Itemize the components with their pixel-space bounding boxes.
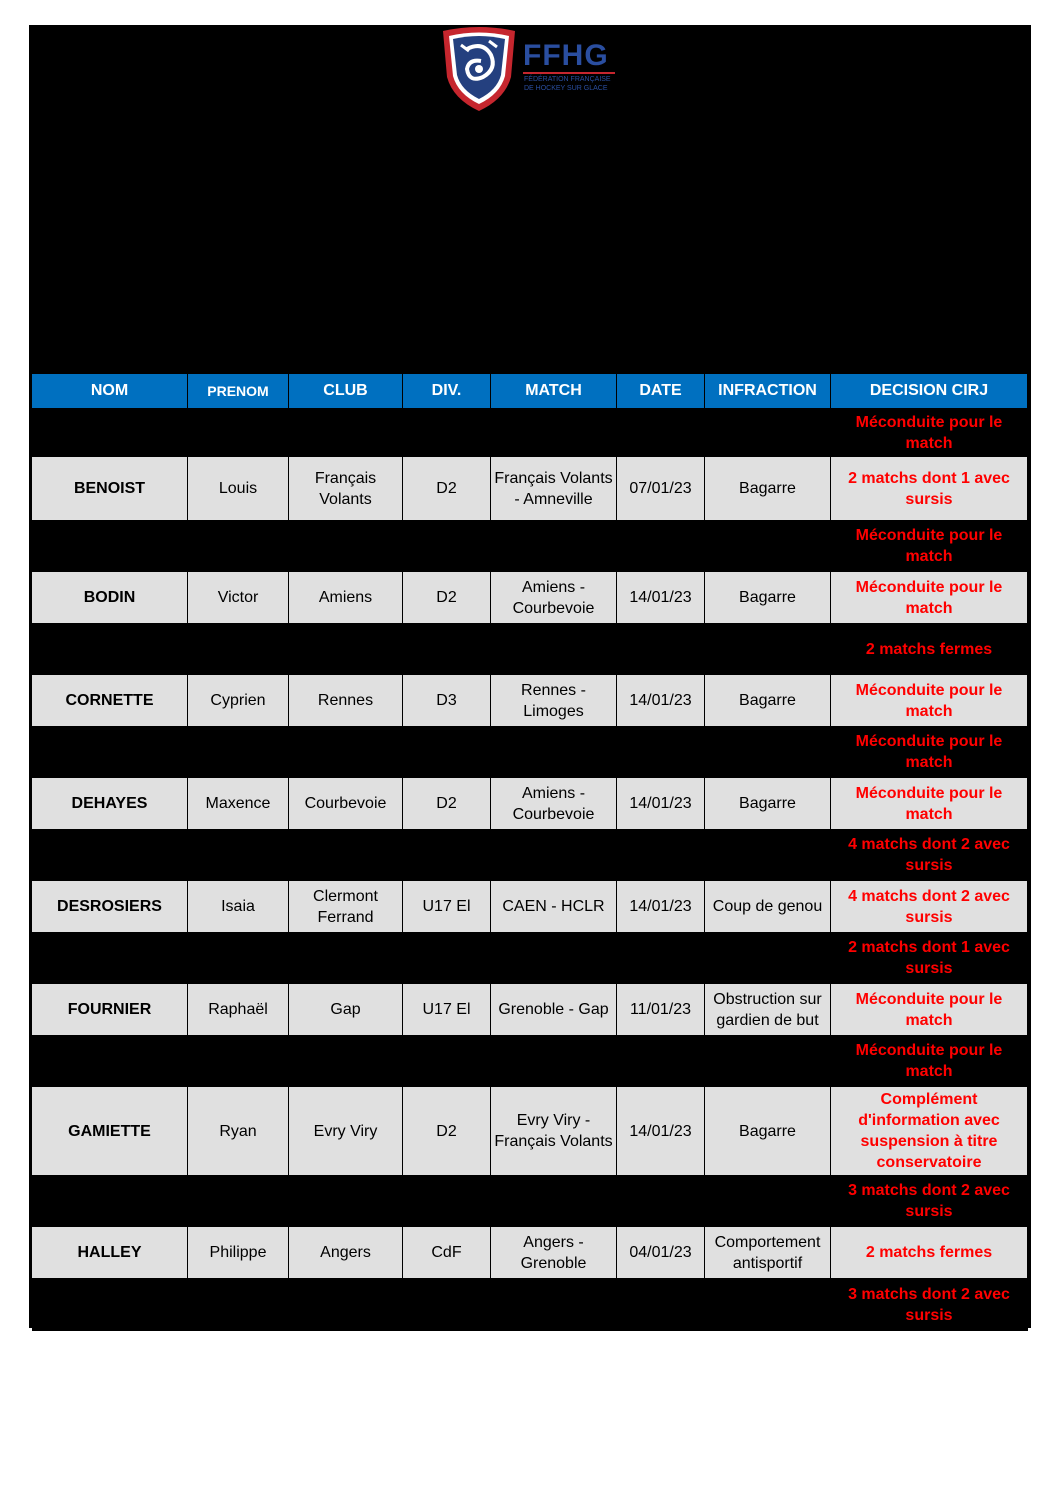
table-row — [32, 1087, 1028, 1176]
gap-decision: Méconduite pour le match — [831, 521, 1028, 572]
table-row — [32, 572, 1028, 624]
cell-match: Grenoble - Gap — [491, 984, 617, 1036]
cell-infraction: Coup de genou — [705, 881, 831, 933]
cell-nom: DEHAYES — [32, 778, 188, 830]
cell-decision: Méconduite pour le match — [831, 984, 1028, 1036]
cell-div: D3 — [403, 675, 491, 727]
gap-decision: Méconduite pour le match — [831, 1036, 1028, 1087]
cell-decision: 2 matchs dont 1 avec sursis — [831, 457, 1028, 521]
table-gap-row — [32, 1279, 1028, 1331]
cell-match: Evry Viry - Français Volants — [491, 1087, 617, 1176]
cell-nom: FOURNIER — [32, 984, 188, 1036]
table-row — [32, 778, 1028, 830]
gap-decision: 3 matchs dont 2 avec sursis — [831, 1279, 1028, 1331]
cell-div: D2 — [403, 778, 491, 830]
cell-date: 07/01/23 — [617, 457, 705, 521]
gap-decision: 2 matchs dont 1 avec sursis — [831, 933, 1028, 984]
gap-decision: 3 matchs dont 2 avec sursis — [831, 1176, 1028, 1227]
logo-subtitle-line1: FÉDÉRATION FRANÇAISE — [524, 76, 611, 83]
cell-date: 14/01/23 — [617, 881, 705, 933]
cell-club: Amiens — [289, 572, 403, 624]
cell-decision: 2 matchs fermes — [831, 1227, 1028, 1279]
cell-infraction: Bagarre — [705, 675, 831, 727]
cell-div: U17 El — [403, 881, 491, 933]
logo-title: FFHG — [523, 39, 609, 72]
cell-match: Français Volants - Amneville — [491, 457, 617, 521]
cell-date: 14/01/23 — [617, 778, 705, 830]
cell-club: Courbevoie — [289, 778, 403, 830]
cell-prenom: Philippe — [188, 1227, 289, 1279]
cell-div: D2 — [403, 572, 491, 624]
cell-match: CAEN - HCLR — [491, 881, 617, 933]
col-header-decision: DECISION CIRJ — [831, 374, 1028, 409]
table-row — [32, 1227, 1028, 1279]
logo-subtitle — [524, 75, 611, 93]
cell-club: Clermont Ferrand — [289, 881, 403, 933]
cell-infraction: Obstruction sur gardien de but — [705, 984, 831, 1036]
cell-infraction: Comportement antisportif — [705, 1227, 831, 1279]
cell-nom: HALLEY — [32, 1227, 188, 1279]
cell-div: U17 El — [403, 984, 491, 1036]
sanctions-table — [31, 373, 1028, 1331]
cell-match: Rennes - Limoges — [491, 675, 617, 727]
col-header-match: MATCH — [491, 374, 617, 409]
table-gap-row — [32, 727, 1028, 778]
col-header-prenom: PRENOM — [188, 374, 289, 409]
table-row — [32, 984, 1028, 1036]
cell-match: Angers - Grenoble — [491, 1227, 617, 1279]
gap-decision: Méconduite pour le match — [831, 409, 1028, 457]
cell-prenom: Louis — [188, 457, 289, 521]
cell-prenom: Maxence — [188, 778, 289, 830]
cell-prenom: Raphaël — [188, 984, 289, 1036]
cell-div: D2 — [403, 457, 491, 521]
table-gap-row — [32, 1036, 1028, 1087]
cell-date: 14/01/23 — [617, 572, 705, 624]
cell-date: 04/01/23 — [617, 1227, 705, 1279]
ffhg-logo — [439, 25, 629, 113]
cell-club: Gap — [289, 984, 403, 1036]
table-gap-row — [32, 1176, 1028, 1227]
table-row — [32, 881, 1028, 933]
cell-prenom: Ryan — [188, 1087, 289, 1176]
cell-decision: 4 matchs dont 2 avec sursis — [831, 881, 1028, 933]
cell-club: Rennes — [289, 675, 403, 727]
cell-nom: CORNETTE — [32, 675, 188, 727]
cell-nom: BENOIST — [32, 457, 188, 521]
cell-match: Amiens - Courbevoie — [491, 778, 617, 830]
cell-prenom: Isaia — [188, 881, 289, 933]
cell-decision: Méconduite pour le match — [831, 675, 1028, 727]
gap-decision: Méconduite pour le match — [831, 727, 1028, 778]
cell-decision: Méconduite pour le match — [831, 778, 1028, 830]
cell-infraction: Bagarre — [705, 1087, 831, 1176]
cell-nom: BODIN — [32, 572, 188, 624]
cell-infraction: Bagarre — [705, 457, 831, 521]
cell-date: 14/01/23 — [617, 675, 705, 727]
cell-club: Français Volants — [289, 457, 403, 521]
gap-decision: 2 matchs fermes — [831, 624, 1028, 675]
cell-infraction: Bagarre — [705, 778, 831, 830]
table-gap-row — [32, 830, 1028, 881]
cell-div: D2 — [403, 1087, 491, 1176]
col-header-nom: NOM — [32, 374, 188, 409]
cell-infraction: Bagarre — [705, 572, 831, 624]
cell-prenom: Cyprien — [188, 675, 289, 727]
cell-club: Evry Viry — [289, 1087, 403, 1176]
cell-decision: Complément d'information avec suspension à titre conservatoire — [831, 1087, 1028, 1176]
cell-date: 14/01/23 — [617, 1087, 705, 1176]
cell-div: CdF — [403, 1227, 491, 1279]
cell-prenom: Victor — [188, 572, 289, 624]
table-header-row — [32, 374, 1028, 409]
ffhg-shield-icon — [439, 25, 519, 113]
table-row — [32, 675, 1028, 727]
cell-nom: DESROSIERS — [32, 881, 188, 933]
logo-subtitle-line2: DE HOCKEY SUR GLACE — [524, 85, 608, 92]
logo-rule — [523, 72, 615, 74]
col-header-date: DATE — [617, 374, 705, 409]
cell-decision: Méconduite pour le match — [831, 572, 1028, 624]
cell-nom: GAMIETTE — [32, 1087, 188, 1176]
document-sheet — [29, 25, 1031, 1328]
table-row — [32, 457, 1028, 521]
table-gap-row — [32, 409, 1028, 457]
cell-date: 11/01/23 — [617, 984, 705, 1036]
table-gap-row — [32, 624, 1028, 675]
cell-club: Angers — [289, 1227, 403, 1279]
col-header-infraction: INFRACTION — [705, 374, 831, 409]
table-gap-row — [32, 521, 1028, 572]
cell-match: Amiens - Courbevoie — [491, 572, 617, 624]
gap-decision: 4 matchs dont 2 avec sursis — [831, 830, 1028, 881]
col-header-club: CLUB — [289, 374, 403, 409]
col-header-div: DIV. — [403, 374, 491, 409]
table-gap-row — [32, 933, 1028, 984]
